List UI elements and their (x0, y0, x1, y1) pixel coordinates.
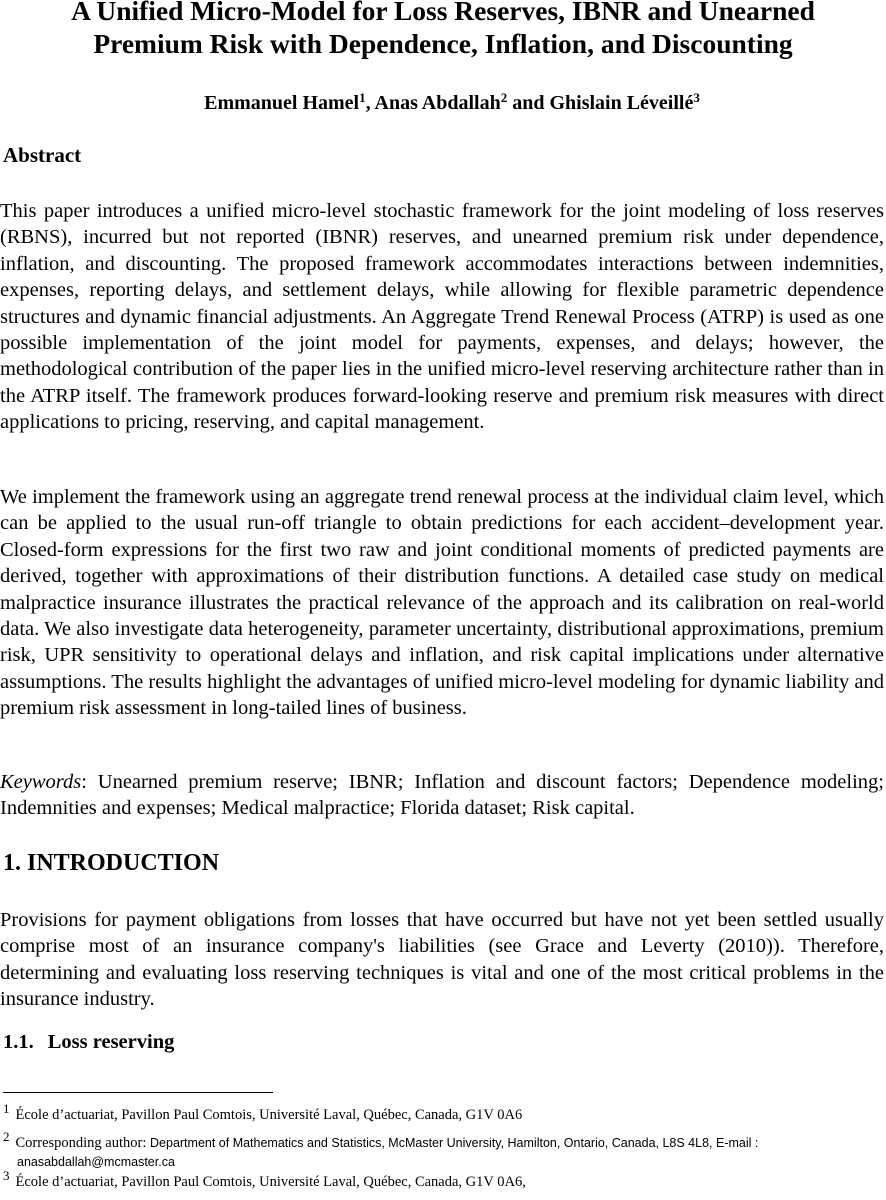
section-title: INTRODUCTION (21, 850, 220, 876)
abstract-heading: Abstract (3, 143, 82, 167)
footnote-prefix: Corresponding author: (15, 1135, 151, 1151)
section-heading-introduction (3, 848, 219, 878)
footnote-marker: 1 (359, 90, 366, 105)
keywords-label: Keywords (0, 771, 82, 793)
footnote-marker: 1 (3, 1101, 10, 1116)
keywords-text: : Unearned premium reserve; IBNR; Inflation and discount factors; Dependence modeling; Indemnities and expenses; Medical malpractice; Florida dataset; Risk capital. (0, 771, 884, 820)
footnote-email-link[interactable]: anasabdallah@mcmaster.ca (17, 1155, 175, 1169)
title-line-1: A Unified Micro-Model for Loss Reserves, IBNR and Unearned (71, 0, 815, 26)
author-name: Ghislain Léveillé (549, 92, 694, 114)
section-number: 1. (3, 850, 21, 876)
footnote-divider (3, 1092, 273, 1093)
footnote-marker: 3 (3, 1168, 10, 1183)
introduction-paragraph: Provisions for payment obligations from losses that have occurred but have not yet been settled usually comprise most of an insurance company's liabilities (see Grace and Leverty (2010)). Therefore, determining and evaluating loss reserving techniques is vital and one of the most critical problems in the insurance industry. (0, 909, 884, 1011)
abstract-paragraph-1: This paper introduces a unified micro-level stochastic framework for the joint modeling of loss reserves (RBNS), incurred but not reported (IBNR) reserves, and unearned premium risk under dependence, inflation, and discounting. The proposed framework accommodates interactions between indemnities, expenses, reporting delays, and settlement delays, while allowing for flexible parametric dependence structures and dynamic financial adjustments. An Aggregate Trend Renewal Process (ATRP) is used as one possible implementation of the joint model for payments, expenses, and delays; however, the methodological contribution of the paper lies in the unified micro-level reserving architecture rather than in the ATRP itself. The framework produces forward-looking reserve and premium risk measures with direct applications to pricing, reserving, and capital management. (0, 200, 884, 434)
footnote-2 (3, 1129, 883, 1172)
footnote-text: Department of Mathematics and Statistics, McMaster University, Hamilton, Ontario, Canada, L8S 4L8, E-mail : (150, 1136, 759, 1150)
abstract-paragraph-2: We implement the framework using an aggregate trend renewal process at the individual claim level, which can be applied to the usual run-off triangle to obtain predictions for each accident–development year. Closed-form expressions for the first two raw and joint conditional moments of predicted payments are derived, together with approximations of their distribution functions. A detailed case study on medical malpractice insurance illustrates the practical relevance of the approach and its calibration on real-world data. We also investigate data heterogeneity, parameter uncertainty, distributional approximations, premium risk, UPR sensitivity to operational delays and inflation, and risk capital implications under alternative assumptions. The results highlight the advantages of unified micro-level modeling for dynamic liability and premium risk assessment in long-tailed lines of business. (0, 486, 884, 720)
footnote-1 (3, 1101, 883, 1125)
title-line-2: Premium Risk with Dependence, Inflation, and Discounting (93, 28, 793, 59)
paper-title (0, 0, 886, 60)
author-name: Emmanuel Hamel (204, 92, 360, 114)
author-name: Anas Abdallah (374, 92, 501, 114)
subsection-heading (3, 1029, 174, 1055)
footnote-marker: 2 (3, 1129, 10, 1144)
footnote-marker: 3 (693, 90, 700, 105)
footnote-marker: 2 (500, 90, 508, 105)
subsection-number: 1.1. (3, 1031, 34, 1053)
footnote-3 (3, 1168, 883, 1192)
footnote-text: École d’actuariat, Pavillon Paul Comtois, Université Laval, Québec, Canada, G1V 0A6, (15, 1174, 526, 1190)
author-separator: and (507, 92, 550, 114)
subsection-title: Loss reserving (47, 1031, 175, 1053)
author-list (0, 90, 886, 116)
footnote-text: École d’actuariat, Pavillon Paul Comtois, Université Laval, Québec, Canada, G1V 0A6 (15, 1107, 523, 1123)
author-separator: , (365, 92, 375, 114)
keywords-paragraph (0, 769, 884, 822)
